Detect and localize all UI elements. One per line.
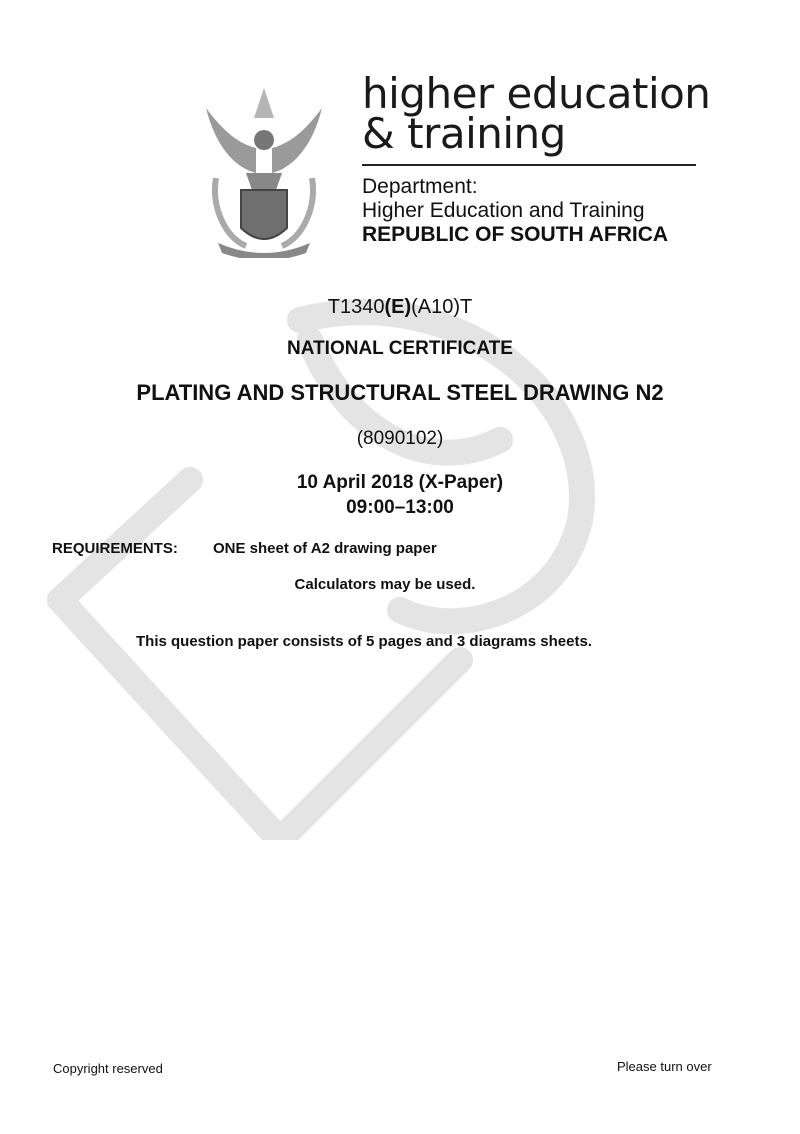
footer-turn-over: Please turn over [617,1059,712,1074]
brand-divider [362,164,696,166]
code-language: (E) [384,296,412,318]
watermark-stamp [40,280,640,840]
pages-note: This question paper consists of 5 pages and 3 diagrams sheets. [136,633,592,650]
footer-copyright: Copyright reserved [53,1061,163,1076]
code-suffix: (A10)T [411,296,473,318]
brand-line-2: & training [362,109,566,158]
country-name: REPUBLIC OF SOUTH AFRICA [362,223,669,246]
department-block [362,175,668,247]
brand-line-1: higher education [362,69,711,118]
exam-date-time [0,470,800,520]
paper-code [0,296,800,319]
subject-title: PLATING AND STRUCTURAL STEEL DRAWING N2 [136,380,664,405]
certificate-title: NATIONAL CERTIFICATE [287,338,513,359]
exam-date: 10 April 2018 (X-Paper) [296,472,504,493]
requirements-label: REQUIREMENTS: [52,540,178,557]
requirements-value: ONE sheet of A2 drawing paper [213,540,437,557]
calculators-note: Calculators may be used. [294,576,476,593]
coat-of-arms-logo [196,78,332,258]
subject-number: (8090102) [356,428,444,449]
department-name: Higher Education and Training [362,199,645,222]
exam-time: 09:00–13:00 [346,497,454,518]
department-label: Department: [362,175,478,198]
code-prefix: T1340 [327,296,385,318]
brand-wordmark [362,69,711,158]
